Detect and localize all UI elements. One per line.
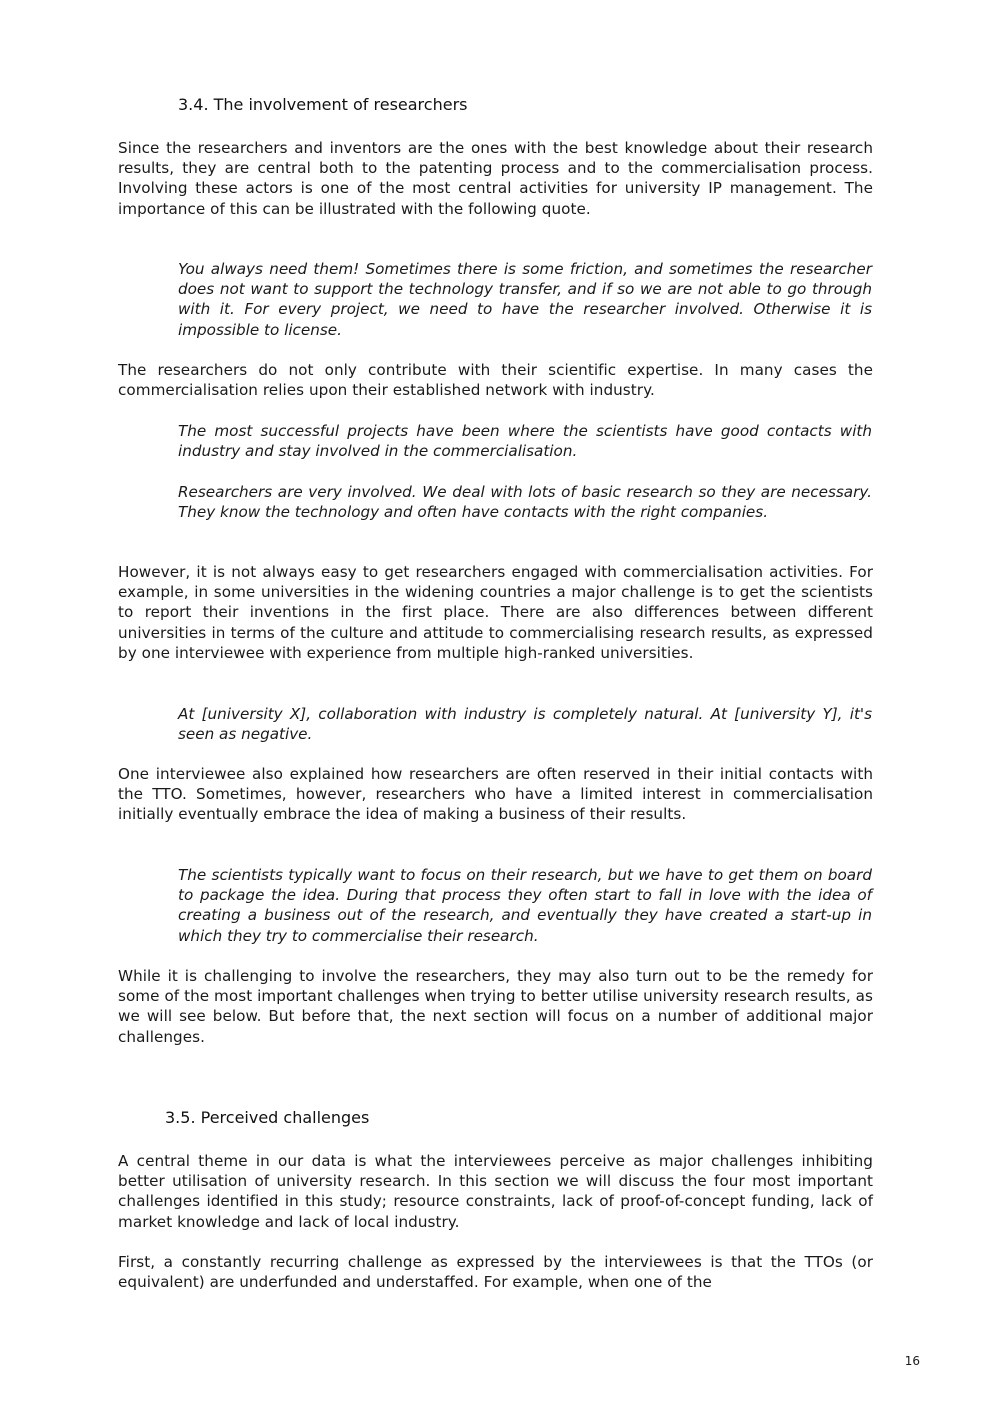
paragraph: While it is challenging to involve the researchers, they may also turn out to be the remedy for some of the most important challenges when trying to better utilise university research results, as we will see below. But before that, the next section will focus on a number of additional major challenges. bbox=[118, 967, 873, 1046]
paragraph: A central theme in our data is what the interviewees perceive as major challenges inhibiting better utilisation of university research. In this section we will discuss the four most important challenges identified in this study; resource constraints, lack of proof-of-concept funding, lack of market knowledge and lack of local industry. bbox=[118, 1152, 873, 1231]
block-quote: At [university X], collaboration with industry is completely natural. At [university Y], it's seen as negative. bbox=[178, 705, 872, 744]
paragraph: The researchers do not only contribute with their scientific expertise. In many cases the commercialisation relies upon their established network with industry. bbox=[118, 361, 873, 400]
paragraph: However, it is not always easy to get researchers engaged with commercialisation activities. For example, in some universities in the widening countries a major challenge is to get the scientists to report their inventions in the first place. There are also differences between different universities in terms of the culture and attitude to commercialising research results, as expressed by one interviewee with experience from multiple high-ranked universities. bbox=[118, 563, 873, 662]
page-number: 16 bbox=[904, 1354, 920, 1368]
block-quote: The scientists typically want to focus on their research, but we have to get them on board to package the idea. During that process they often start to fall in love with the idea of creating a business out of the research, and eventually they have created a start-up in which they try to commercialise their research. bbox=[178, 866, 872, 945]
paragraph: One interviewee also explained how researchers are often reserved in their initial contacts with the TTO. Sometimes, however, researchers who have a limited interest in commercialisation initially eventually embrace the idea of making a business of their results. bbox=[118, 765, 873, 824]
section-heading-3-4: 3.4. The involvement of researchers bbox=[178, 95, 468, 114]
paragraph: First, a constantly recurring challenge as expressed by the interviewees is that the TTOs (or equivalent) are underfunded and understaffed. For example, when one of the bbox=[118, 1253, 873, 1292]
paragraph: Since the researchers and inventors are the ones with the best knowledge about their research results, they are central both to the patenting process and to the commercialisation process. Involving these actors is one of the most central activities for university IP management. The importance of this can be illustrated with the following quote. bbox=[118, 139, 873, 218]
block-quote: You always need them! Sometimes there is some friction, and sometimes the researcher does not want to support the technology transfer, and if so we are not able to go through with it. For every project, we need to have the researcher involved. Otherwise it is impossible to license. bbox=[178, 260, 872, 339]
block-quote: The most successful projects have been where the scientists have good contacts with industry and stay involved in the commercialisation. bbox=[178, 422, 872, 461]
section-heading-3-5: 3.5. Perceived challenges bbox=[165, 1108, 370, 1127]
block-quote: Researchers are very involved. We deal with lots of basic research so they are necessary. They know the technology and often have contacts with the right companies. bbox=[178, 483, 872, 522]
